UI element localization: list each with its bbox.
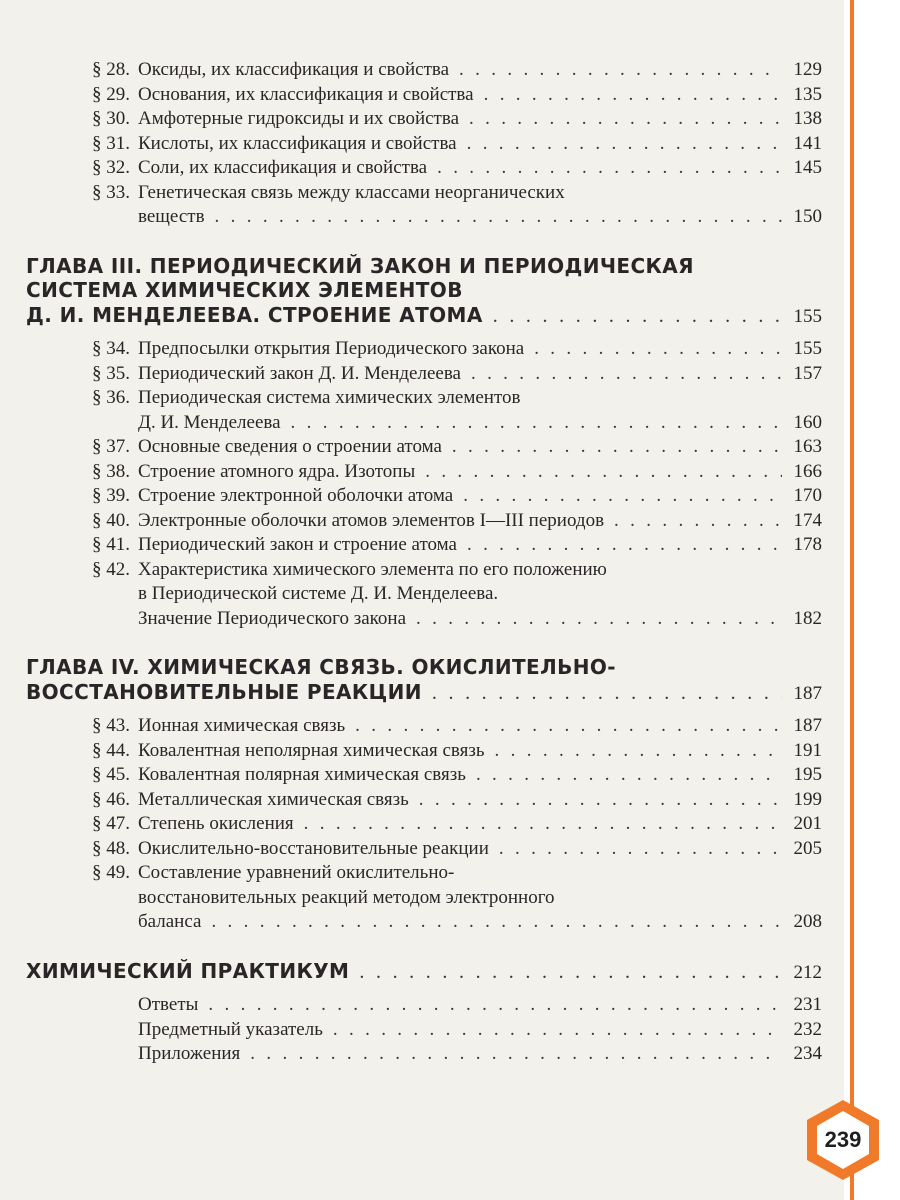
section-title: Соли, их классификация и свойства — [138, 157, 428, 178]
toc-entry — [26, 509, 822, 534]
toc-entry — [26, 607, 822, 632]
section-number: § 33. — [92, 181, 130, 203]
toc-entry — [26, 107, 822, 132]
section-title: веществ — [138, 206, 205, 227]
page-ref: 201 — [793, 813, 822, 834]
section-title: Ковалентная неполярная химическая связь — [138, 739, 485, 761]
section-list — [26, 337, 822, 631]
section-number: § 36. — [92, 387, 130, 408]
chapter-heading-line — [26, 303, 822, 328]
toc-entry — [26, 1042, 822, 1067]
section-title: Строение электронной оболочки атома — [138, 485, 454, 506]
leader-dots — [485, 739, 782, 764]
page-ref: 178 — [793, 534, 822, 555]
chapter-heading-line — [26, 959, 822, 984]
accent-stripe — [850, 0, 854, 1200]
page-ref: 199 — [793, 788, 822, 810]
toc-entry — [26, 837, 822, 862]
section-title: Основные сведения о строении атома — [138, 436, 442, 457]
section-number: § 32. — [92, 157, 130, 178]
toc-entry — [26, 533, 822, 558]
section-number: § 28. — [92, 59, 130, 80]
chapter-heading — [26, 959, 822, 984]
page-ref: 145 — [793, 157, 822, 178]
toc-entry — [26, 83, 822, 108]
leader-dots — [489, 837, 782, 862]
section-title: Периодический закон и строение атома — [138, 534, 457, 555]
leader-dots — [349, 960, 782, 985]
toc-entry — [26, 362, 822, 387]
page-ref: 170 — [793, 485, 822, 506]
leader-dots — [427, 156, 782, 181]
toc-entry — [26, 558, 822, 583]
leader-dots — [604, 509, 782, 534]
section-title: Периодический закон Д. И. Менделеева — [138, 362, 461, 384]
section-title: Оксиды, их классификация и свойства — [138, 59, 450, 80]
section-title: баланса — [138, 911, 202, 932]
section-title: Строение атомного ядра. Изотопы — [138, 460, 416, 482]
leader-dots — [281, 411, 782, 436]
section-title: Предпосылки открытия Периодического закона — [138, 338, 525, 359]
toc-entry — [26, 886, 822, 911]
page-ref: 129 — [793, 59, 822, 80]
leader-dots — [240, 1042, 782, 1067]
leader-dots — [415, 460, 782, 485]
toc-entry — [26, 714, 822, 739]
section-number: § 40. — [92, 509, 130, 531]
leader-dots — [198, 993, 782, 1018]
page-edge — [844, 0, 900, 1200]
page-ref: 135 — [793, 83, 822, 105]
toc-entry — [26, 484, 822, 509]
section-number: § 38. — [92, 460, 130, 482]
section-number: § 45. — [92, 764, 130, 785]
section-title: Металлическая химическая связь — [138, 788, 409, 810]
section-list — [26, 993, 822, 1067]
toc-entry — [26, 205, 822, 230]
page-ref: 191 — [793, 739, 822, 761]
table-of-contents — [26, 58, 822, 1067]
toc-entry — [26, 411, 822, 436]
leader-dots — [524, 337, 782, 362]
toc-entry — [26, 861, 822, 886]
section-number: § 39. — [92, 485, 130, 506]
chapter-title: ГЛАВА IV. ХИМИЧЕСКАЯ СВЯЗЬ. ОКИСЛИТЕЛЬНО- — [26, 655, 616, 679]
page-number-badge — [804, 1098, 882, 1182]
section-list — [26, 714, 822, 935]
section-number: § 44. — [92, 739, 130, 761]
section-title: Амфотерные гидроксиды и их свойства — [138, 108, 459, 129]
toc-entry — [26, 1018, 822, 1043]
page-ref: 208 — [793, 911, 822, 932]
page-ref: 138 — [793, 108, 822, 129]
page-ref: 174 — [793, 509, 822, 531]
leader-dots — [449, 58, 782, 83]
section-list — [26, 58, 822, 230]
page-ref: 157 — [793, 362, 822, 384]
toc-entry — [26, 993, 822, 1018]
section-title: Степень окисления — [138, 813, 294, 834]
toc-entry — [26, 739, 822, 764]
toc-entry — [26, 337, 822, 362]
toc-entry — [26, 812, 822, 837]
toc-entry — [26, 156, 822, 181]
section-title: Составление уравнений окислительно- — [138, 862, 455, 883]
toc-entry — [26, 132, 822, 157]
page-ref: 231 — [793, 994, 822, 1015]
page-ref: 182 — [793, 607, 822, 629]
toc-entry — [26, 910, 822, 935]
section-number: § 42. — [92, 558, 130, 580]
toc-entry — [26, 460, 822, 485]
leader-dots — [409, 788, 782, 813]
chapter-title: СИСТЕМА ХИМИЧЕСКИХ ЭЛЕМЕНТОВ — [26, 278, 463, 302]
page-ref: 212 — [793, 961, 822, 983]
section-title: в Периодической системе Д. И. Менделеева. — [138, 583, 499, 604]
page-ref: 160 — [793, 411, 822, 433]
toc-entry — [26, 435, 822, 460]
toc-entry — [26, 58, 822, 83]
section-title: Кислоты, их классификация и свойства — [138, 132, 457, 154]
chapter-title: ВОССТАНОВИТЕЛЬНЫЕ РЕАКЦИИ — [26, 679, 422, 704]
page-ref: 163 — [793, 436, 822, 457]
leader-dots — [406, 607, 782, 632]
page-ref: 187 — [793, 715, 822, 736]
chapter-heading-line — [26, 278, 822, 303]
section-number: § 41. — [92, 534, 130, 555]
page-ref: 234 — [793, 1043, 822, 1064]
page-ref: 205 — [793, 837, 822, 859]
section-number: § 43. — [92, 715, 130, 736]
leader-dots — [459, 107, 782, 132]
section-title: Значение Периодического закона — [138, 607, 407, 629]
chapter-heading — [26, 254, 822, 328]
section-number: § 48. — [92, 837, 130, 859]
section-title: Предметный указатель — [138, 1018, 323, 1040]
section-title: Д. И. Менделеева — [138, 411, 281, 433]
section-title: Периодическая система химических элементов — [138, 387, 521, 408]
page-ref: 232 — [793, 1018, 822, 1040]
chapter-title: Д. И. МЕНДЕЛЕЕВА. СТРОЕНИЕ АТОМА — [26, 302, 483, 327]
toc-entry — [26, 386, 822, 411]
section-number: § 34. — [92, 338, 130, 359]
section-number: § 46. — [92, 788, 130, 810]
chapter-heading — [26, 655, 822, 704]
leader-dots — [205, 205, 782, 230]
page-number: 239 — [824, 1127, 862, 1152]
section-title: Окислительно-восстановительные реакции — [138, 837, 489, 859]
chapter-heading-line — [26, 680, 822, 705]
section-number: § 31. — [92, 132, 130, 154]
section-title: Ответы — [138, 994, 199, 1015]
chapter-title: ХИМИЧЕСКИЙ ПРАКТИКУМ — [26, 958, 350, 983]
leader-dots — [422, 681, 782, 706]
toc-entry — [26, 181, 822, 206]
section-title: Электронные оболочки атомов элементов I—III периодов — [138, 509, 605, 531]
section-number: § 30. — [92, 108, 130, 129]
chapter-heading-line — [26, 655, 822, 680]
leader-dots — [457, 533, 782, 558]
page-ref: 155 — [793, 338, 822, 359]
section-number: § 47. — [92, 813, 130, 834]
leader-dots — [345, 714, 782, 739]
leader-dots — [442, 435, 782, 460]
section-title: Ионная химическая связь — [138, 715, 346, 736]
leader-dots — [457, 132, 782, 157]
section-title: восстановительных реакций методом электронного — [138, 886, 555, 908]
leader-dots — [453, 484, 782, 509]
section-title: Основания, их классификация и свойства — [138, 83, 474, 105]
leader-dots — [201, 910, 782, 935]
section-title: Ковалентная полярная химическая связь — [138, 764, 466, 785]
toc-entry — [26, 582, 822, 607]
page-ref: 155 — [793, 305, 822, 327]
section-title: Генетическая связь между классами неорганических — [138, 181, 565, 203]
leader-dots — [323, 1018, 782, 1043]
page-ref: 150 — [793, 206, 822, 227]
toc-entry — [26, 788, 822, 813]
leader-dots — [294, 812, 782, 837]
section-number: § 35. — [92, 362, 130, 384]
chapter-title: ГЛАВА III. ПЕРИОДИЧЕСКИЙ ЗАКОН И ПЕРИОДИЧЕСКАЯ — [26, 253, 694, 278]
section-number: § 49. — [92, 862, 130, 883]
page-ref: 195 — [793, 764, 822, 785]
page-ref: 166 — [793, 460, 822, 482]
section-number: § 37. — [92, 436, 130, 457]
toc-entry — [26, 763, 822, 788]
section-title: Приложения — [138, 1043, 241, 1064]
page-ref: 187 — [793, 682, 822, 704]
leader-dots — [474, 83, 782, 108]
leader-dots — [461, 362, 782, 387]
chapter-heading-line — [26, 254, 822, 279]
leader-dots — [466, 763, 782, 788]
leader-dots — [483, 304, 782, 329]
section-title: Характеристика химического элемента по его положению — [138, 558, 607, 580]
page-ref: 141 — [793, 132, 822, 154]
section-number: § 29. — [92, 83, 130, 105]
